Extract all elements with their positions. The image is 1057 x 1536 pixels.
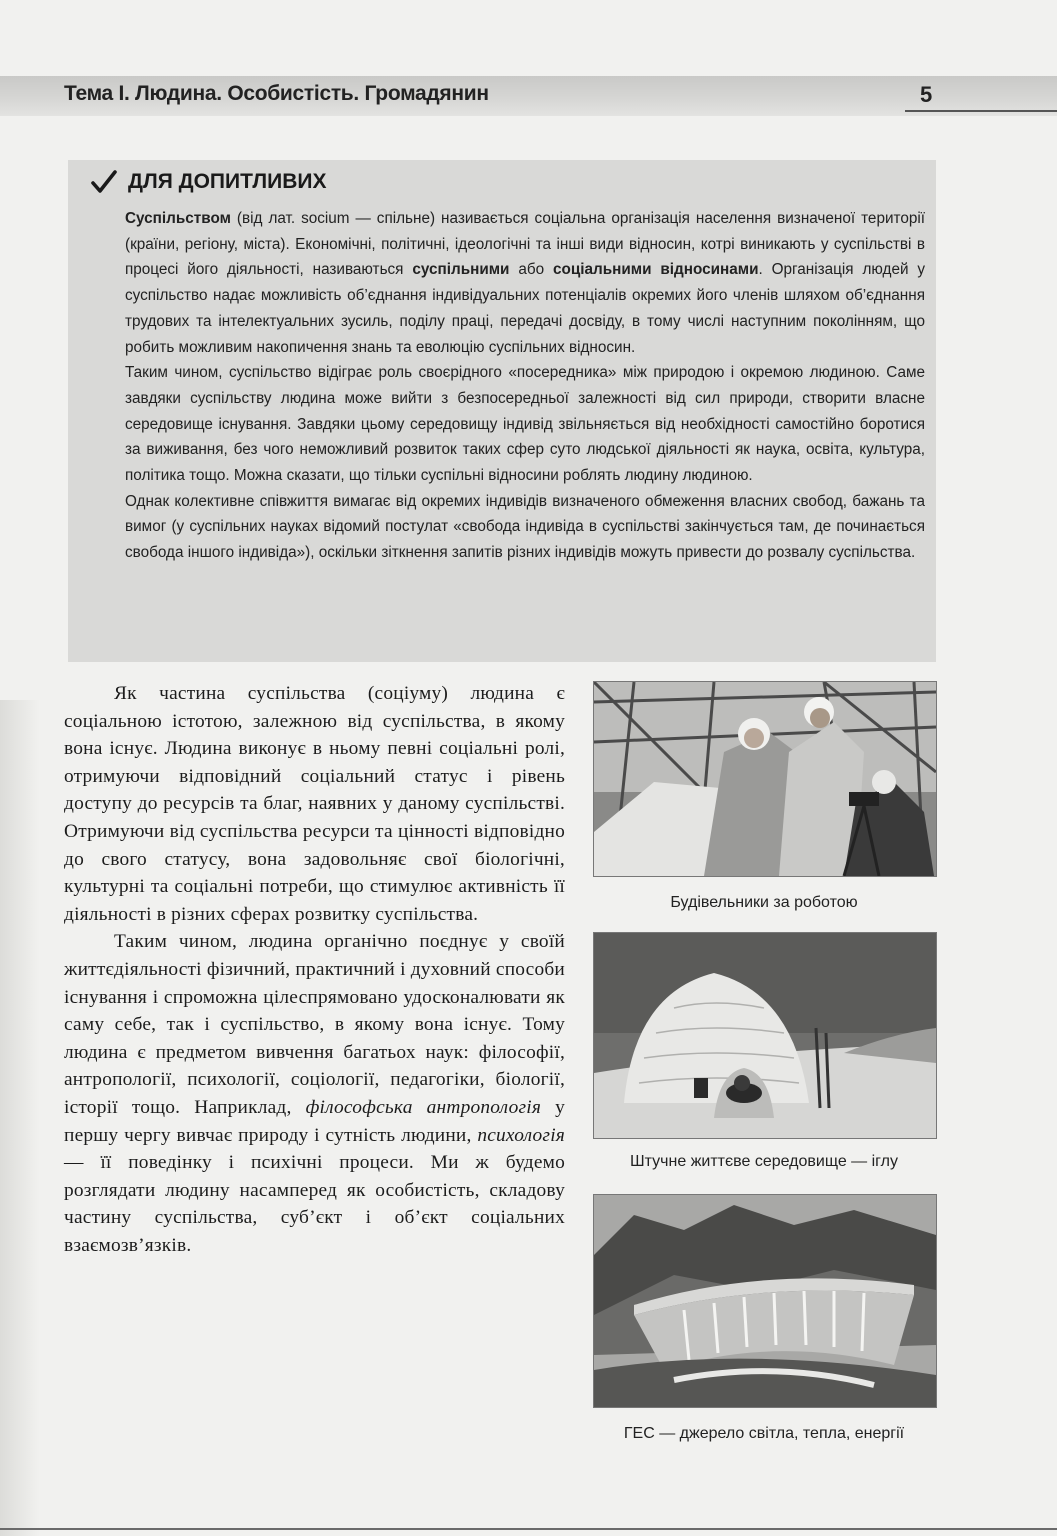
main-paragraph-1: Як частина суспільства (соціуму) людина є соціальною істотою, залежною від суспільства, в якому вона існує. Людина виконує в ньому певні соціальні ролі, отримуючи відповідний соціальний статус і рівень доступу до ресурсів та благ, наявних у даному суспільстві. Отримуючи від суспільства ресурси та цінності відповідно до свого статусу, вона задовольняє свої біологічні, культурні та соціальні потреби, що стимулює активність її діяльності в різних сферах розвитку суспільства.: [64, 683, 565, 925]
caption-igloo: Штучне життєве середовище — іглу: [630, 1153, 898, 1170]
text-run: — її поведінку і психічні процеси. Ми ж будемо розглядати людину насамперед як особистість, складову частину суспільства, суб’єкт і об’єкт соціальних взаємозв’язків.: [64, 1152, 565, 1256]
info-paragraph-2: Таким чином, суспільство відіграє роль своєрідного «посередника» між природою і окремою людиною. Саме завдяки суспільству людина може вийти з безпосередньої залежності від сил природи, створити власне середовище існування. Завдяки цьому середовищу індивід звільняється від необхідності самостійно боротися за виживання, без чого неможливий розвиток таких сфер суто людської діяльності як наука, освіта, культура, політика тощо. Можна сказати, що тільки суспільні відносини роблять людину людиною.: [125, 364, 925, 485]
term-psychology: психологія: [477, 1124, 565, 1146]
term-society: Суспільством: [125, 210, 231, 227]
text-run: . Організація людей у суспільство надає можливість об’єднання індивідуальних потенціалів окремих його членів шляхом об’єднання трудових та інтелектуальних зусиль, поділу праці, передачі досвіду, в тому числі наступним поколінням, що робить можливим накопичення знань та еволюцію суспільних відносин.: [125, 261, 926, 356]
info-paragraph-1: [125, 206, 925, 360]
main-paragraph-2: [64, 928, 565, 1259]
photo-igloo: [593, 932, 937, 1139]
text-run: Таким чином, людина органічно поєднує у своїй життєдіяльності фізичний, практичний і духовний способи існування і спроможна цілеспрямовано удосконалювати як саму себе, так і суспільство, в якому вона існує. Тому людина є предметом вивчення багатьох наук: філософії, антропології, психології, соціології, педагогіки, біології, історії тощо. Наприклад,: [64, 931, 565, 1118]
header-rule: [905, 110, 1057, 112]
photo-hydro-dam: [593, 1194, 937, 1408]
caption-builders: Будівельники за роботою: [670, 894, 858, 911]
text-run: або: [509, 261, 553, 279]
info-box-heading: ДЛЯ ДОПИТЛИВИХ: [128, 170, 327, 193]
main-text: [64, 680, 565, 1259]
header-title: Тема І. Людина. Особистість. Громадянин: [64, 82, 489, 105]
caption-hydro-dam: ГЕС — джерело світла, тепла, енергії: [623, 1425, 905, 1442]
term-philosophical-anthropology: філософська антропологія: [305, 1096, 542, 1118]
term-social-relations-1: суспільними: [412, 261, 510, 279]
info-paragraph-3: Однак колективне співжиття вимагає від окремих індивідів визначеного обмеження власних свобод, бажань та вимог (у суспільних науках відомий постулат «свобода індивіда в суспільстві закінчується там, де починається свобода іншого індивіда»), оскільки зіткнення запитів різних індивідів можуть привести до розвалу суспільства.: [125, 492, 925, 562]
info-box-title: [90, 168, 327, 196]
page-edge-shadow: [0, 700, 40, 1536]
info-box-text: [125, 206, 925, 566]
text-run: (від лат. socium — спільне) називається соціальна організація населення визначеної території (країни, регіону, міста). Економічні, політичні, ідеологічні та інші види відносин, котрі виникають у суспільстві в процесі його діяльності, називаються: [125, 210, 925, 279]
page-bottom-edge: [0, 1528, 1057, 1530]
check-icon: [90, 168, 118, 196]
text-run: у першу чергу вивчає природу і сутність людини,: [64, 1096, 565, 1146]
term-social-relations-2: соціальними відносинами: [553, 261, 759, 279]
page-number: 5: [920, 82, 933, 107]
photo-builders: [593, 681, 937, 877]
